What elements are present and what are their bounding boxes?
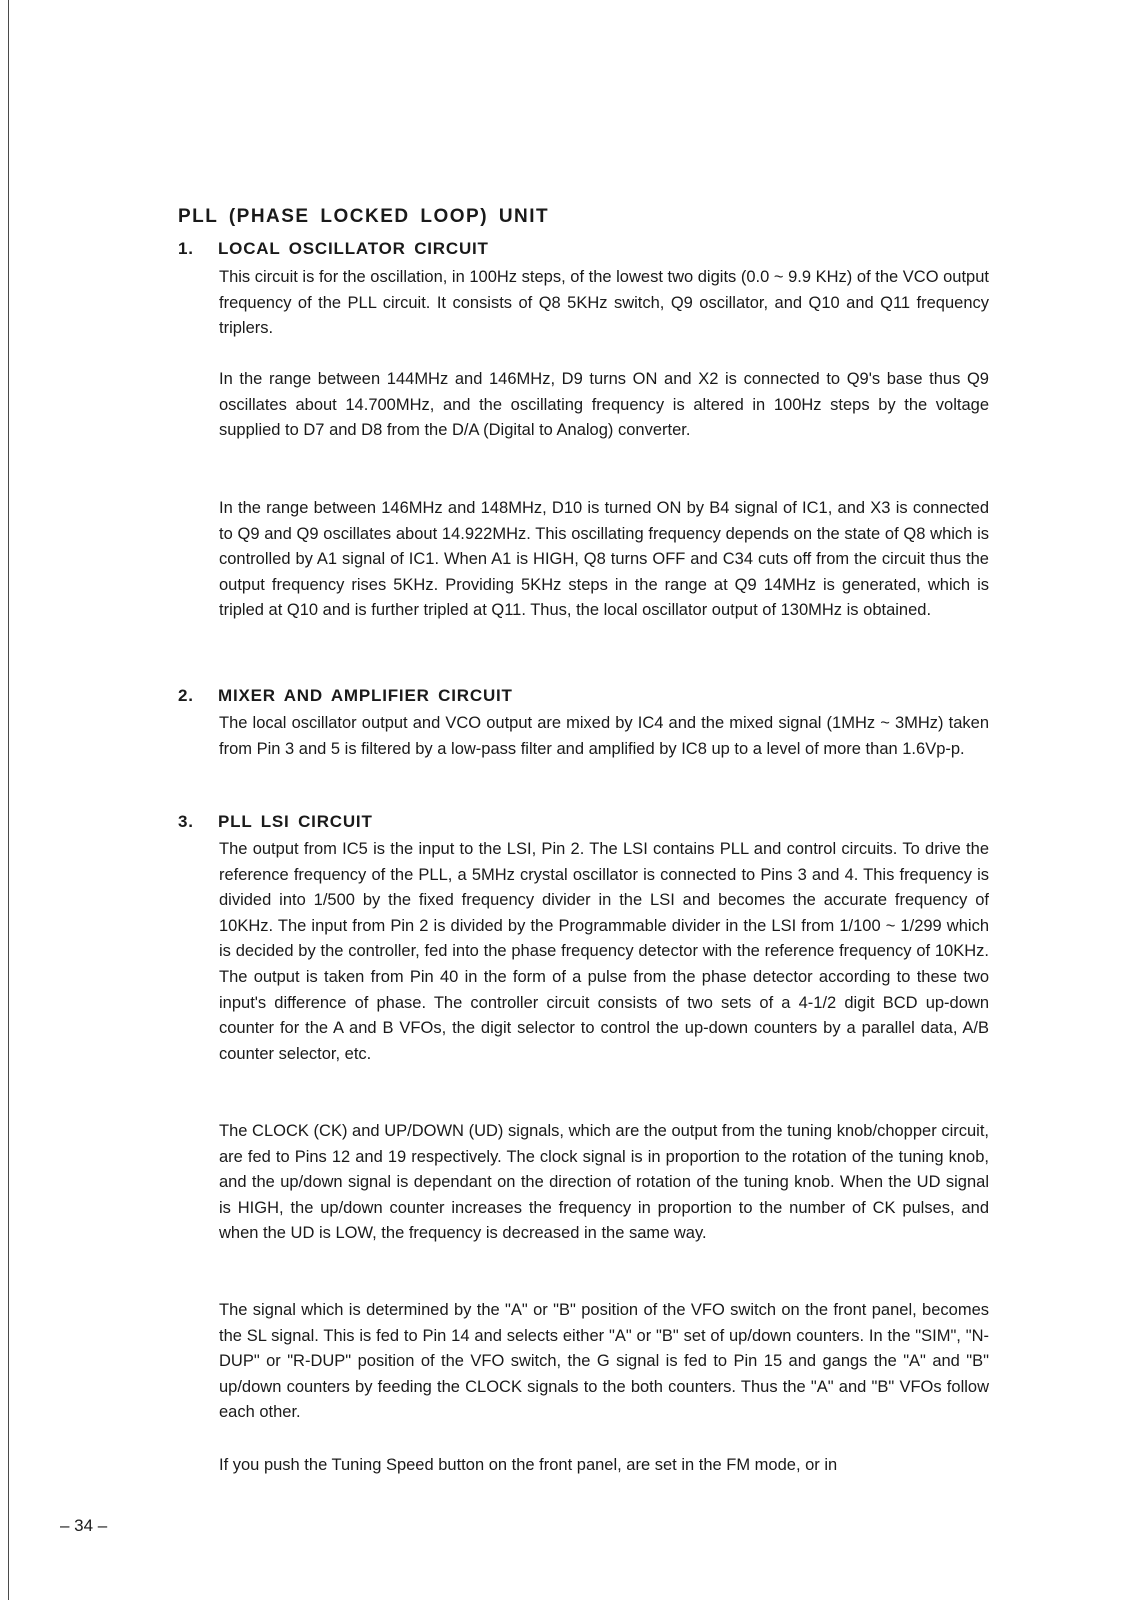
section-number: 1.	[178, 239, 194, 258]
paragraph: In the range between 144MHz and 146MHz, D9 turns ON and X2 is connected to Q9's base thus Q9 oscillates about 14.700MHz, and the oscillating frequency is altered in 100Hz steps by the voltage supplied to D7 and D8 from the D/A (Digital to Analog) converter.	[219, 370, 989, 440]
paragraph: This circuit is for the oscillation, in 100Hz steps, of the lowest two digits (0.0 ~ 9.9 KHz) of the VCO output frequency of the PLL circuit. It consists of Q8 5KHz switch, Q9 oscillator, and Q10 and Q11 frequency triplers.	[219, 268, 989, 338]
section-title: MIXER AND AMPLIFIER CIRCUIT	[218, 686, 513, 705]
page-title: PLL (PHASE LOCKED LOOP) UNIT	[178, 206, 550, 227]
section-title: PLL LSI CIRCUIT	[218, 812, 373, 831]
paragraph: In the range between 146MHz and 148MHz, D10 is turned ON by B4 signal of IC1, and X3 is connected to Q9 and Q9 oscillates about 14.922MHz. This oscillating frequency depends on the state of Q8 which is controlled by A1 signal of IC1. When A1 is HIGH, Q8 turns OFF and C34 cuts off from the circuit thus the output frequency rises 5KHz. Providing 5KHz steps in the range at Q9 14MHz is generated, which is tripled at Q10 and is further tripled at Q11. Thus, the local oscillator output of 130MHz is obtained.	[219, 499, 989, 620]
section-heading-pll-lsi	[178, 812, 373, 832]
section-number: 2.	[178, 686, 194, 705]
paragraph: The signal which is determined by the "A" or "B" position of the VFO switch on the front panel, becomes the SL signal. This is fed to Pin 14 and selects either "A" or "B" set of up/down counters. In the "SIM", "N-DUP" or "R-DUP" position of the VFO switch, the G signal is fed to Pin 15 and gangs the "A" and "B" up/down counters by feeding the CLOCK signals to the both counters. Thus the "A" and "B" VFOs follow each other.	[219, 1301, 989, 1422]
section-number: 3.	[178, 812, 194, 831]
paragraph: The local oscillator output and VCO output are mixed by IC4 and the mixed signal (1MHz ~ 3MHz) taken from Pin 3 and 5 is filtered by a low-pass filter and amplified by IC8 up to a level of more than 1.6Vp-p.	[219, 714, 989, 758]
section-heading-local-oscillator	[178, 239, 489, 259]
section-heading-mixer-amplifier	[178, 686, 513, 706]
paragraph: If you push the Tuning Speed button on the front panel, are set in the FM mode, or in	[219, 1456, 838, 1474]
binding-edge-line	[8, 0, 9, 1600]
paragraph: The CLOCK (CK) and UP/DOWN (UD) signals, which are the output from the tuning knob/chopper circuit, are fed to Pins 12 and 19 respectively. The clock signal is in proportion to the rotation of the tuning knob, and the up/down signal is dependant on the direction of rotation of the tuning knob. When the UD signal is HIGH, the up/down counter increases the frequency in proportion to the number of CK pulses, and when the UD is LOW, the frequency is decreased in the same way.	[219, 1122, 989, 1243]
paragraph: The output from IC5 is the input to the LSI, Pin 2. The LSI contains PLL and control circuits. To drive the reference frequency of the PLL, a 5MHz crystal oscillator is connected to Pins 3 and 4. This frequency is divided into 1/500 by the fixed frequency divider in the LSI and becomes the accurate frequency of 10KHz. The input from Pin 2 is divided by the Programmable divider in the LSI from 1/100 ~ 1/299 which is decided by the controller, fed into the phase frequency detector with the reference frequency of 10KHz. The output is taken from Pin 40 in the form of a pulse from the phase detector according to these two input's difference of phase. The controller circuit consists of two sets of a 4-1/2 digit BCD up-down counter for the A and B VFOs, the digit selector to control the up-down counters by a parallel data, A/B counter selector, etc.	[219, 840, 989, 1063]
page-number: – 34 –	[60, 1516, 108, 1535]
section-title: LOCAL OSCILLATOR CIRCUIT	[218, 239, 489, 258]
